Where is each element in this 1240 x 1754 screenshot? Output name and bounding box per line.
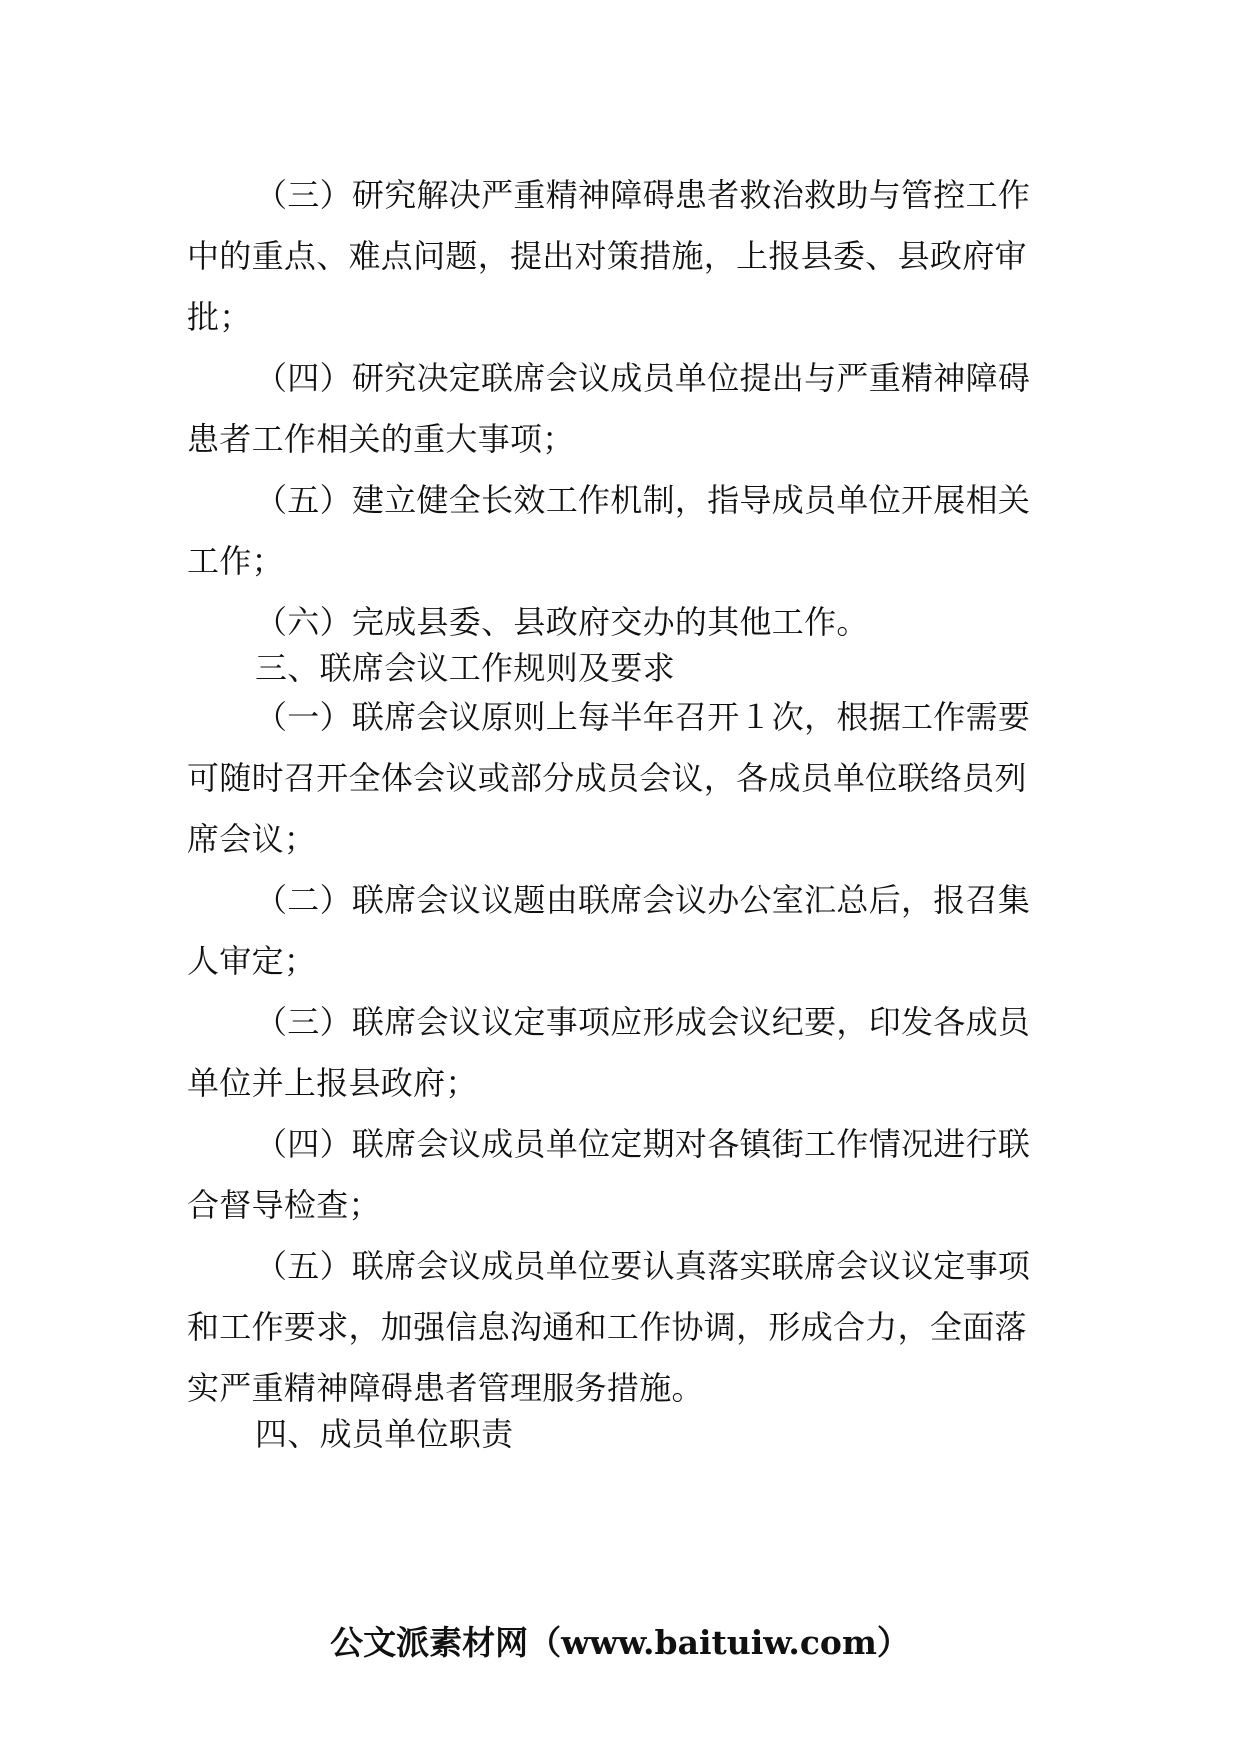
paragraph-3-line-3: 批；	[187, 298, 252, 336]
paragraph-4-line-1: （四）研究决定联席会议成员单位提出与严重精神障碍	[255, 359, 1031, 397]
rule-2-line-1: （二）联席会议议题由联席会议办公室汇总后，报召集	[255, 881, 1031, 919]
paragraph-4-line-2: 患者工作相关的重大事项；	[187, 420, 575, 458]
rule-1-line-2: 可随时召开全体会议或部分成员会议，各成员单位联络员列	[187, 759, 1027, 797]
rule-1-line-3: 席会议；	[187, 820, 317, 858]
rule-3-line-2: 单位并上报县政府；	[187, 1064, 478, 1102]
rule-4-line-2: 合督导检查；	[187, 1186, 381, 1224]
paragraph-3-line-2: 中的重点、难点问题，提出对策措施，上报县委、县政府审	[187, 237, 1027, 275]
paragraph-3-line-1: （三）研究解决严重精神障碍患者救治救助与管控工作	[255, 176, 1031, 214]
section-heading-4: 四、成员单位职责	[255, 1415, 514, 1453]
paragraph-5-line-1: （五）建立健全长效工作机制，指导成员单位开展相关	[255, 481, 1031, 519]
rule-1-line-1: （一）联席会议原则上每半年召开１次，根据工作需要	[255, 698, 1031, 736]
rule-3-line-1: （三）联席会议议定事项应形成会议纪要，印发各成员	[255, 1003, 1031, 1041]
rule-5-line-1: （五）联席会议成员单位要认真落实联席会议议定事项	[255, 1247, 1031, 1285]
rule-2-line-2: 人审定；	[187, 942, 317, 980]
section-heading-3: 三、联席会议工作规则及要求	[255, 649, 675, 687]
paragraph-5-line-2: 工作；	[187, 542, 284, 580]
paragraph-6-line-1: （六）完成县委、县政府交办的其他工作。	[255, 603, 869, 641]
footer-watermark: 公文派素材网（www.baituiw.com）	[330, 1623, 910, 1662]
rule-5-line-2: 和工作要求，加强信息沟通和工作协调，形成合力，全面落	[187, 1308, 1027, 1346]
rule-5-line-3: 实严重精神障碍患者管理服务措施。	[187, 1369, 704, 1407]
rule-4-line-1: （四）联席会议成员单位定期对各镇街工作情况进行联	[255, 1125, 1031, 1163]
